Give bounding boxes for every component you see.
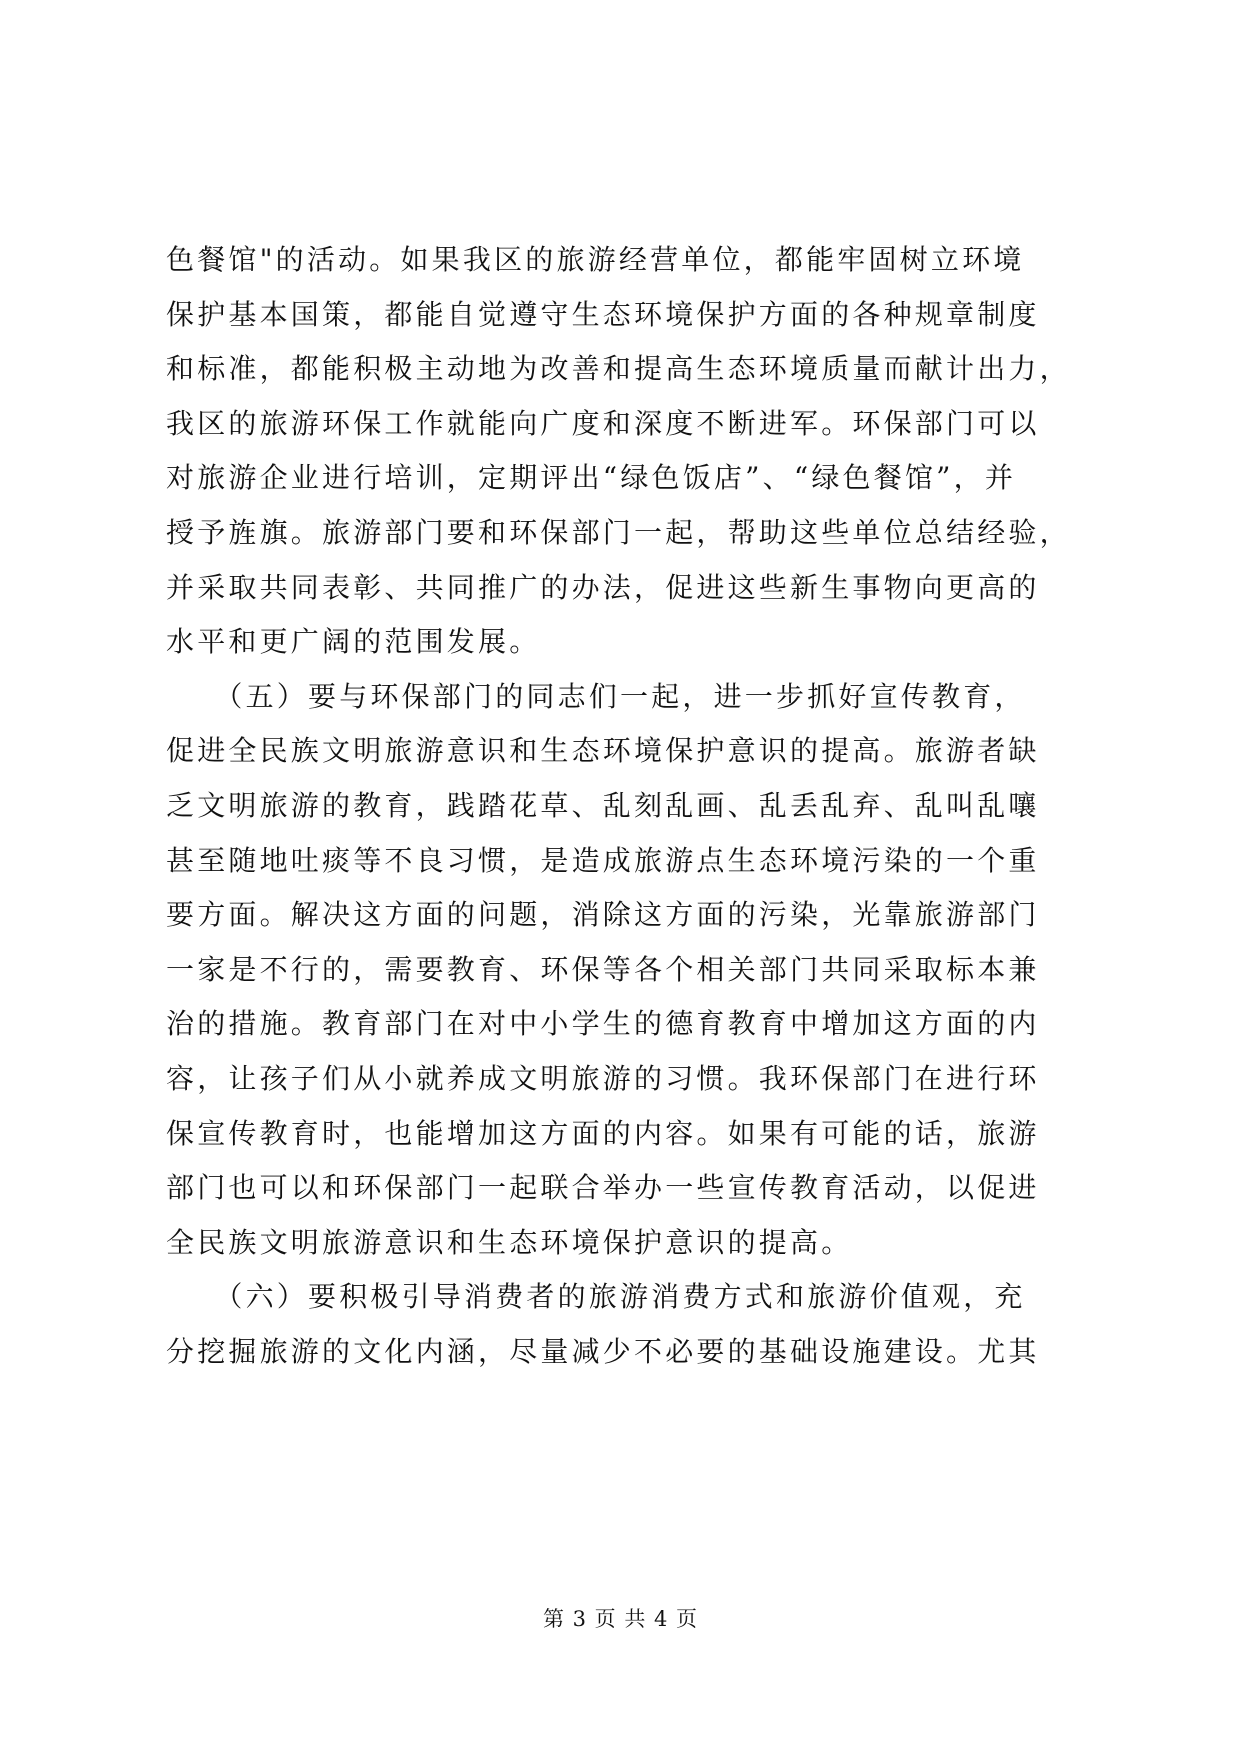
text-line: 促进全民族文明旅游意识和生态环境保护意识的提高。旅游者缺 xyxy=(166,734,1040,768)
text-line: 对旅游企业进行培训，定期评出“绿色饭店”、“绿色餐馆”，并 xyxy=(166,461,1017,495)
text-line: 保护基本国策，都能自觉遵守生态环境保护方面的各种规章制度 xyxy=(166,297,1040,331)
text-line: 甚至随地吐痰等不良习惯，是造成旅游点生态环境污染的一个重 xyxy=(166,843,1040,877)
text-line: 水平和更广阔的范围发展。 xyxy=(166,625,541,659)
text-line: 要方面。解决这方面的问题，消除这方面的污染，光靠旅游部门 xyxy=(166,898,1040,932)
section-heading-line: （六）要积极引导消费者的旅游消费方式和旅游价值观，充 xyxy=(166,1280,1026,1314)
text-line: 部门也可以和环保部门一起联合举办一些宣传教育活动，以促进 xyxy=(166,1171,1040,1205)
text-line: 保宣传教育时，也能增加这方面的内容。如果有可能的话，旅游 xyxy=(166,1116,1040,1150)
page-footer xyxy=(0,1604,1241,1634)
body-text xyxy=(166,233,1166,1379)
text-line: 治的措施。教育部门在对中小学生的德育教育中增加这方面的内 xyxy=(166,1007,1040,1041)
text-line: 授予旌旗。旅游部门要和环保部门一起，帮助这些单位总结经验， xyxy=(166,515,1071,549)
page-indicator: 第 3 页 共 4 页 xyxy=(542,1607,699,1631)
text-line: 乏文明旅游的教育，践踏花草、乱刻乱画、乱丢乱弃、乱叫乱嚷 xyxy=(166,788,1040,822)
text-line: 一家是不行的，需要教育、环保等各个相关部门共同采取标本兼 xyxy=(166,952,1040,986)
text-line: 容，让孩子们从小就养成文明旅游的习惯。我环保部门在进行环 xyxy=(166,1061,1040,1095)
section-heading-line: （五）要与环保部门的同志们一起，进一步抓好宣传教育， xyxy=(166,679,1026,713)
text-line: 色餐馆"的活动。如果我区的旅游经营单位，都能牢固树立环境 xyxy=(166,243,1025,276)
text-line: 我区的旅游环保工作就能向广度和深度不断进军。环保部门可以 xyxy=(166,406,1040,440)
text-line: 全民族文明旅游意识和生态环境保护意识的提高。 xyxy=(166,1225,853,1259)
text-line: 分挖掘旅游的文化内涵，尽量减少不必要的基础设施建设。尤其 xyxy=(166,1334,1040,1368)
text-line: 并采取共同表彰、共同推广的办法，促进这些新生事物向更高的 xyxy=(166,570,1040,604)
text-line: 和标准，都能积极主动地为改善和提高生态环境质量而献计出力， xyxy=(166,352,1071,386)
